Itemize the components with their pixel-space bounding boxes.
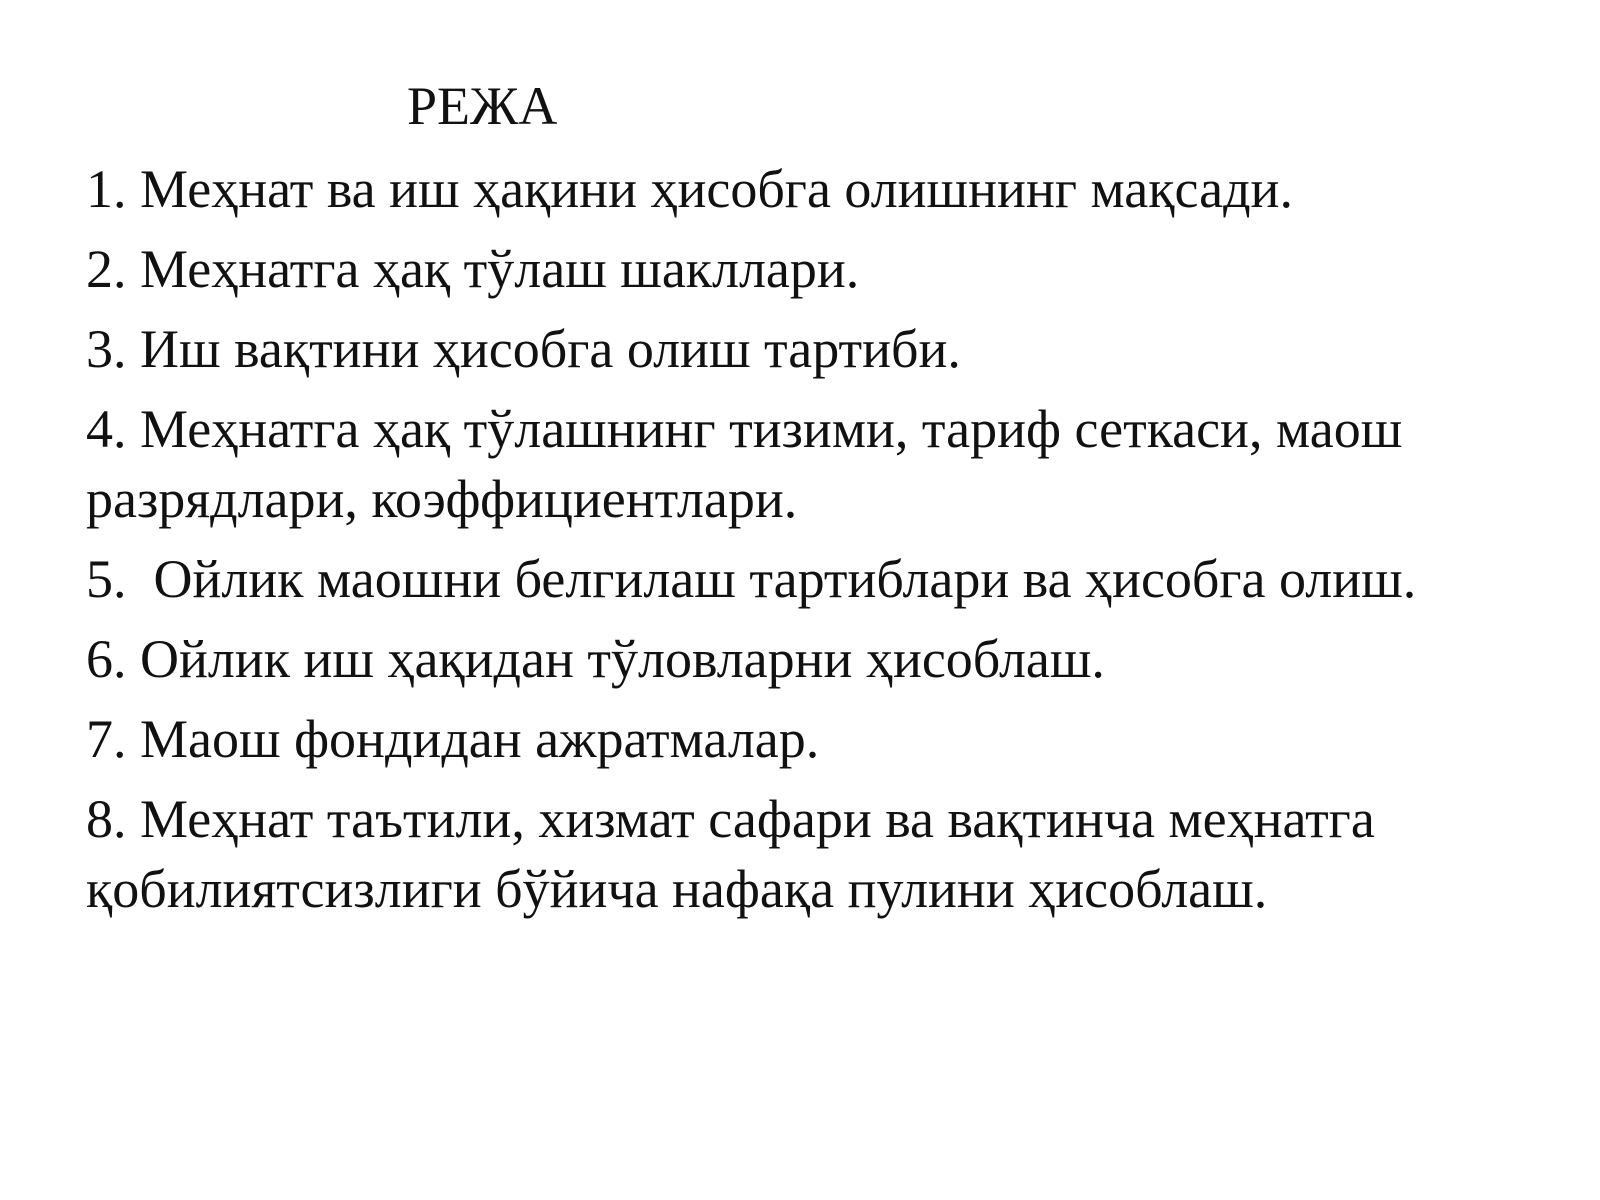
- slide-title: РЕЖА: [407, 76, 558, 136]
- plan-item-3: 3. Иш вақтини ҳисобга олиш тартиби.: [86, 319, 961, 379]
- plan-item-6: 6. Ойлик иш ҳақидан тўловларни ҳисоблаш.: [86, 629, 1105, 689]
- plan-item-7: 7. Маош фондидан ажратмалар.: [86, 709, 820, 769]
- plan-item-1: 1. Меҳнат ва иш ҳақини ҳисобга олишнинг мақсади.: [86, 159, 1293, 219]
- plan-item-4: 4. Меҳнатга ҳақ тўлашнинг тизими, тариф сеткаси, маош разрядлари, коэффициентлари.: [86, 399, 1416, 529]
- plan-item-8: 8. Меҳнат таътили, хизмат сафари ва вақтинча меҳнатга қобилиятсизлиги бўйича нафақа пулини ҳисоблаш.: [86, 789, 1389, 919]
- plan-item-5: 5. Ойлик маошни белгилаш тартиблари ва ҳисобга олиш.: [86, 549, 1417, 609]
- plan-list: [86, 154, 1526, 934]
- plan-item-2: 2. Меҳнатга ҳақ тўлаш шакллари.: [86, 239, 860, 299]
